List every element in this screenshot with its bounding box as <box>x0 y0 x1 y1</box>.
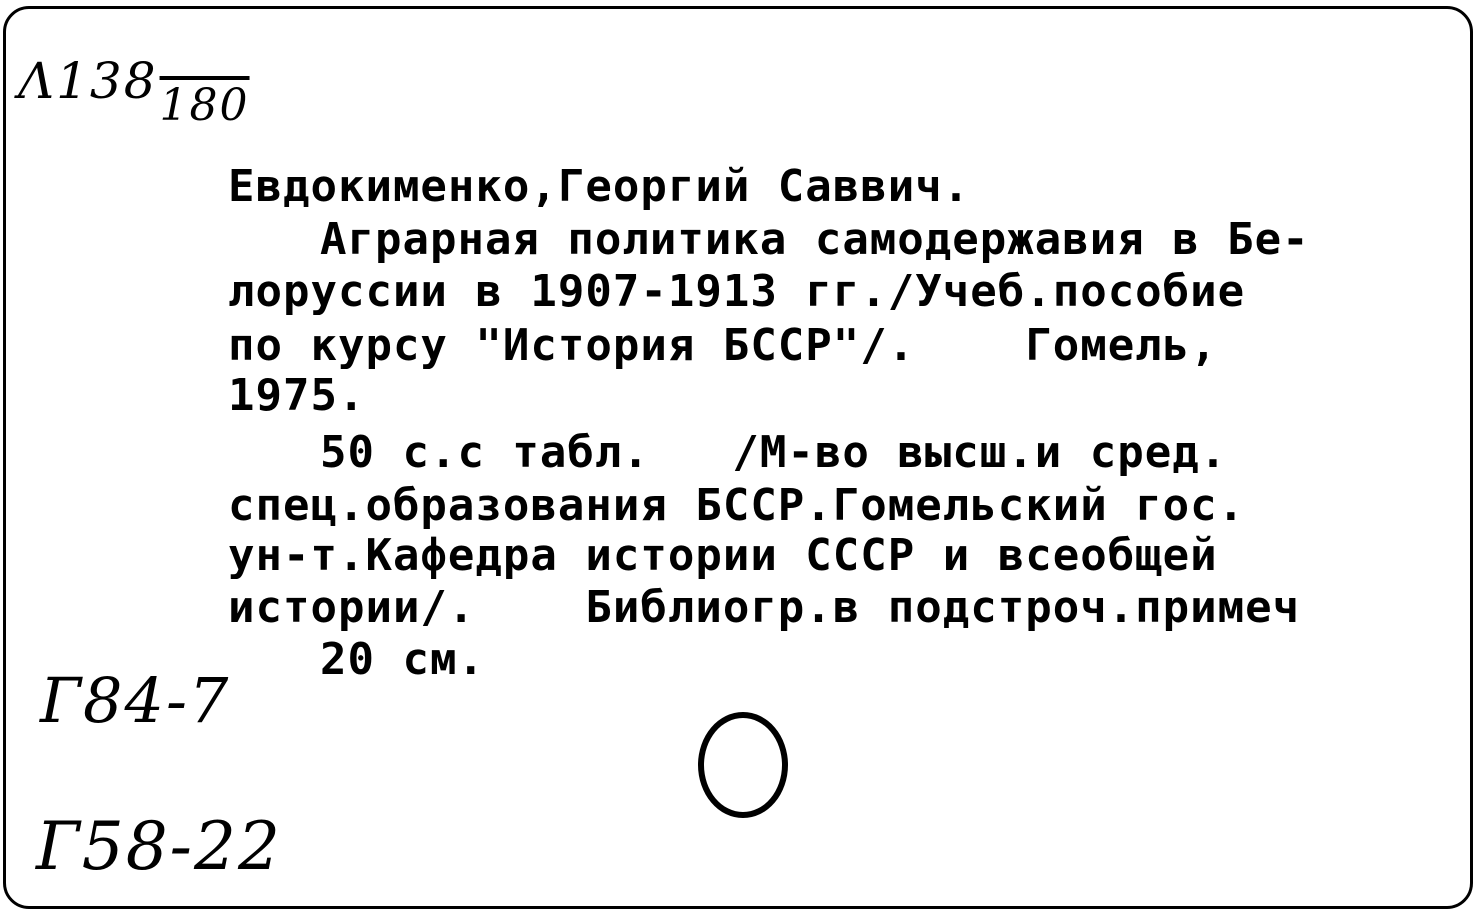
title-line: лоруссии в 1907-1913 гг./Учеб.пособие <box>228 266 1246 317</box>
shelfmark <box>18 52 250 131</box>
physical-line: спец.образования БССР.Гомельский гос. <box>228 480 1246 531</box>
physical-line: 50 с.с табл. /М-во высш.и сред. <box>320 427 1228 478</box>
author-line: Евдокименко,Георгий Саввич. <box>228 161 971 212</box>
handwritten-code-2: Г58-22 <box>36 808 282 885</box>
shelfmark-sub: 180 <box>159 80 250 131</box>
shelfmark-main: Λ138 <box>18 52 158 110</box>
handwritten-code-1: Г84-7 <box>40 664 231 737</box>
physical-line: ун-т.Кафедра истории СССР и всеобщей <box>228 530 1218 581</box>
physical-line: истории/. Библиогр.в подстроч.примеч <box>228 582 1301 633</box>
title-line: по курсу "История БССР"/. Гомель, <box>228 320 1218 371</box>
title-line: Аграрная политика самодержавия в Бе- <box>320 214 1310 265</box>
punch-hole <box>698 712 788 818</box>
year-line: 1975. <box>228 370 366 421</box>
size-line: 20 см. <box>320 634 485 685</box>
